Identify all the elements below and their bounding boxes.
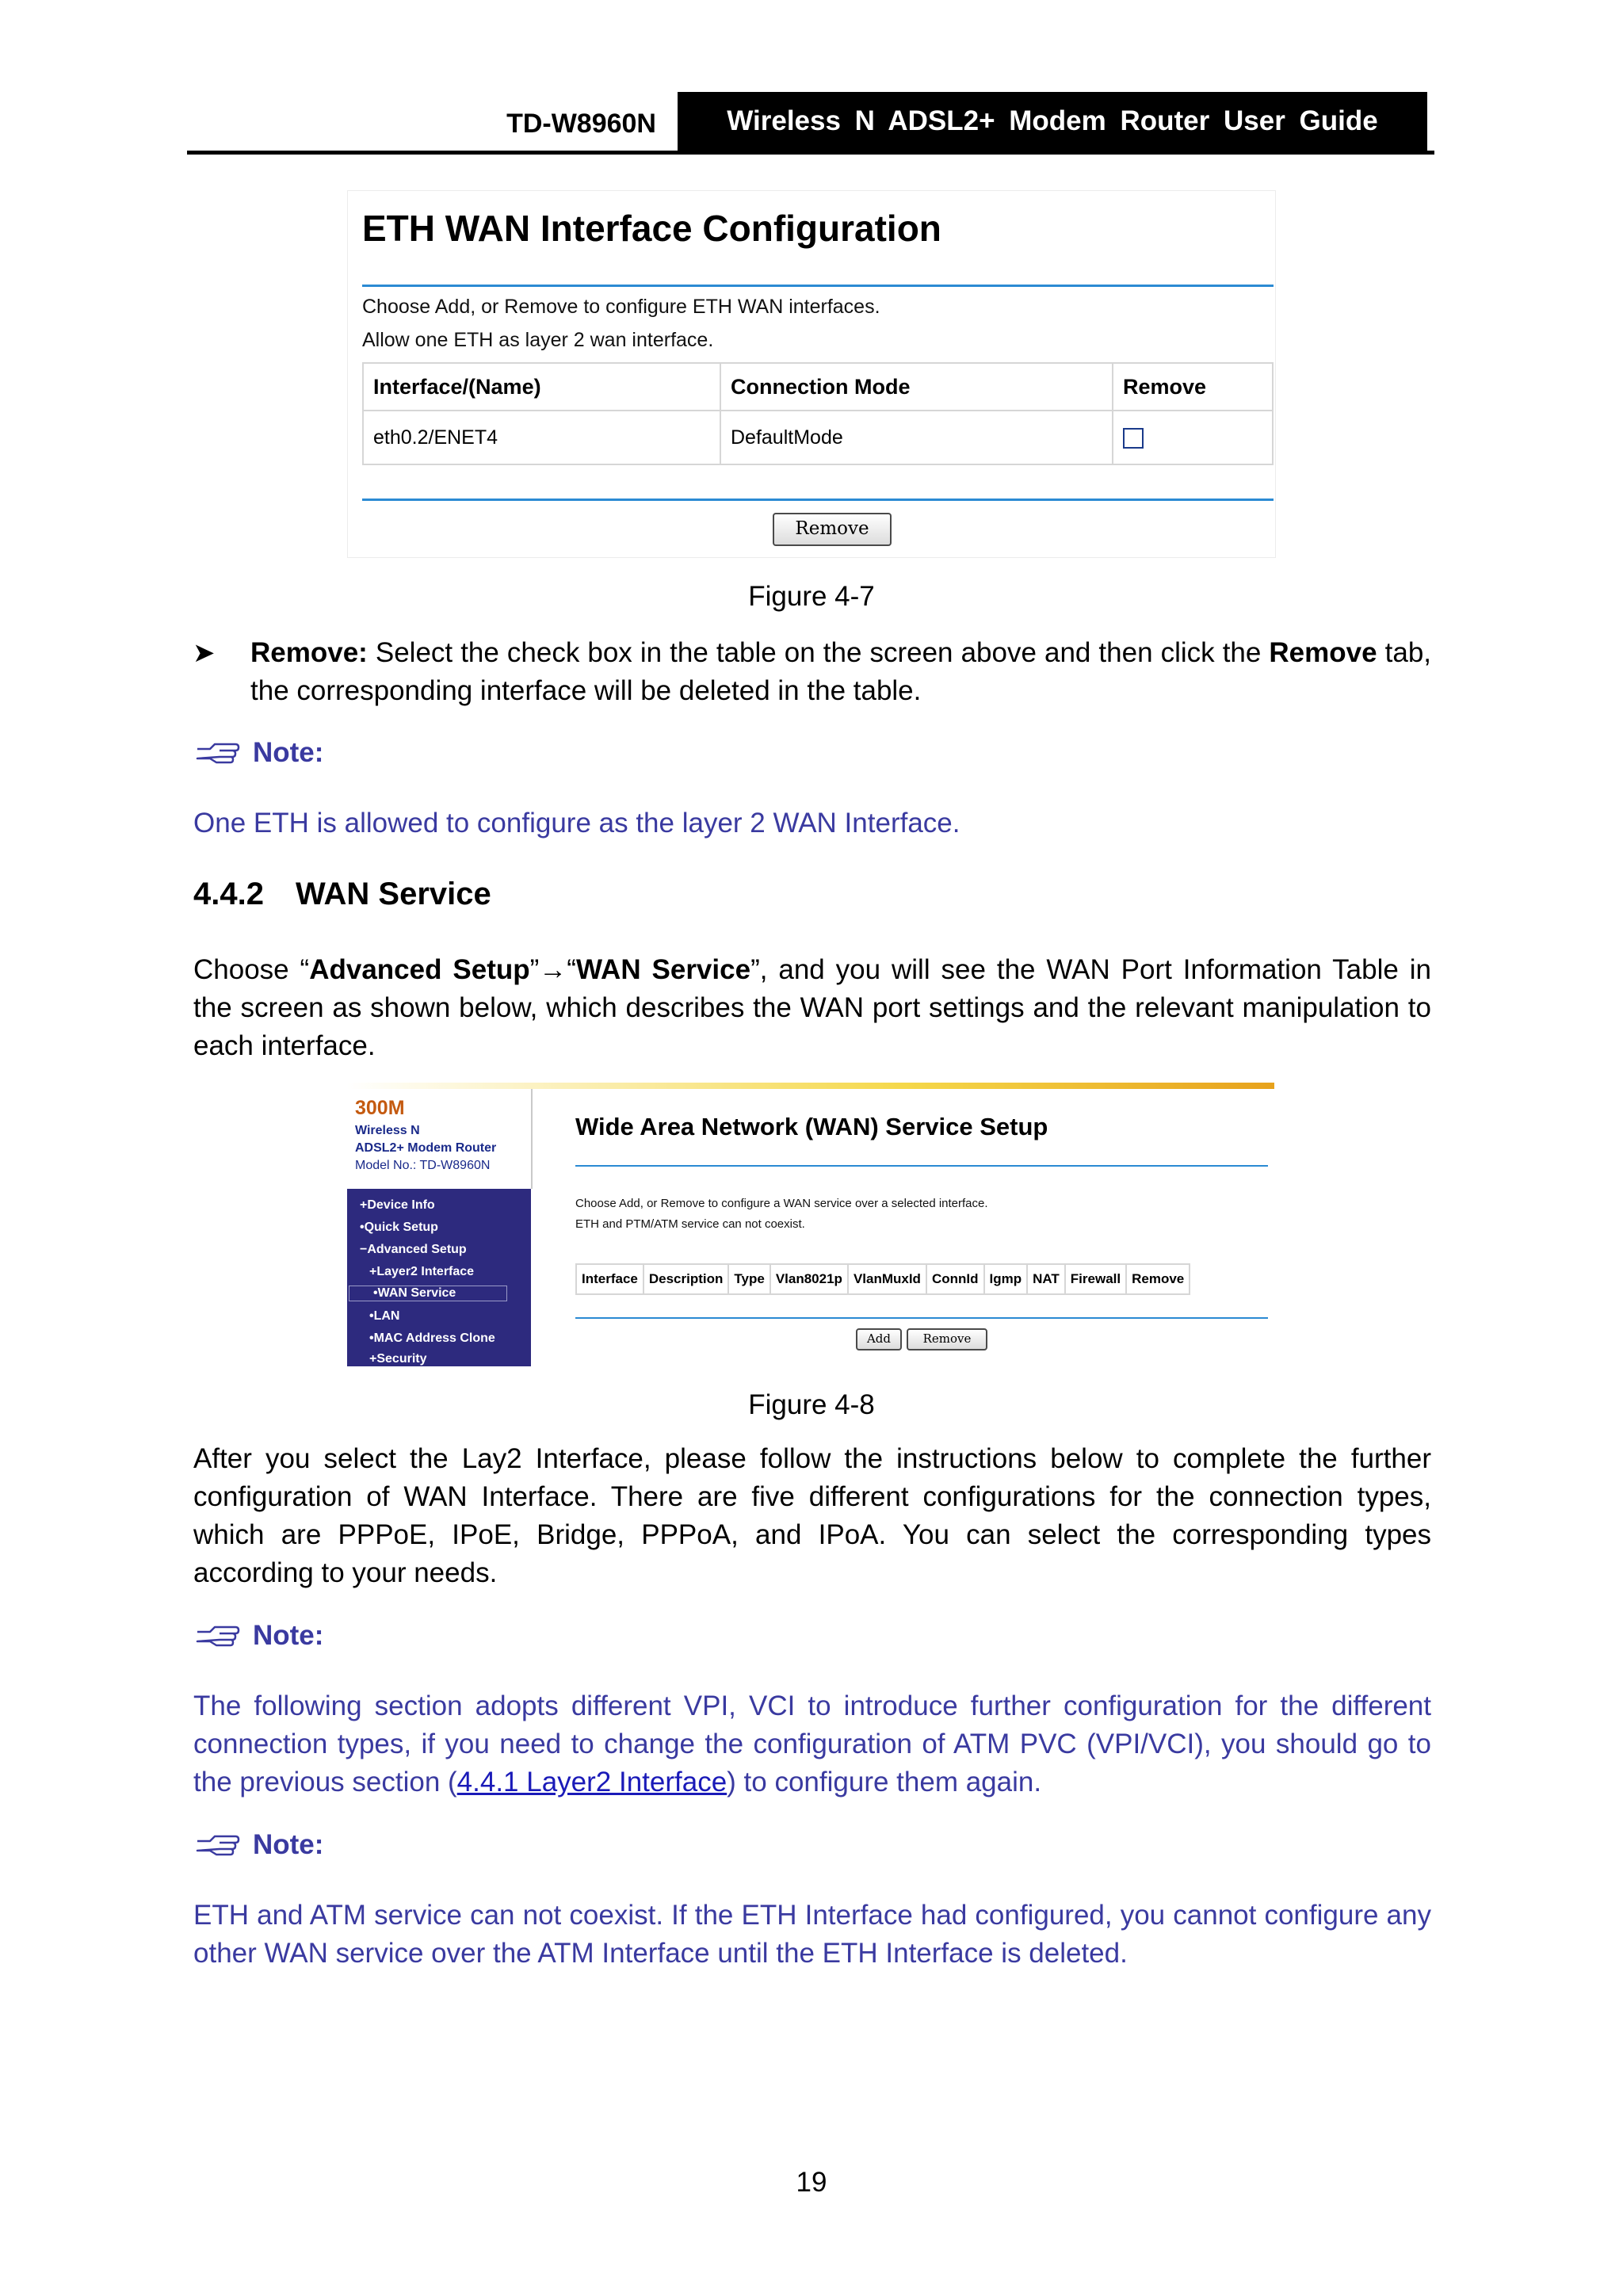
brand-adsl: ADSL2+ Modem Router: [355, 1141, 497, 1155]
brand-model: Model No.: TD-W8960N: [355, 1159, 491, 1172]
col-remove: Remove: [1113, 363, 1273, 411]
top-accent-bar: [347, 1083, 1274, 1089]
row-connection-mode: DefaultMode: [720, 411, 1113, 464]
wan-service-intro: Choose “Advanced Setup”→“WAN Service”, and you will see the WAN Port Information Table in the screen as shown below, which describes the WAN port settings and the relevant manipulation to each interface.: [193, 954, 1431, 1061]
table-header-row: [576, 1264, 1190, 1294]
table-row: [363, 411, 1273, 464]
wan-service-table: [575, 1263, 1190, 1295]
nav-lan[interactable]: •LAN: [369, 1309, 400, 1323]
wan-service-title: Wide Area Network (WAN) Service Setup: [575, 1113, 1048, 1140]
note-3-heading: Note:: [196, 1829, 323, 1861]
section-heading: 4.4.2 WAN Service: [193, 877, 491, 911]
side-navigation: [347, 1189, 531, 1366]
col-igmp: Igmp: [984, 1264, 1028, 1294]
eth-wan-title: ETH WAN Interface Configuration: [362, 208, 941, 249]
col-nat: NAT: [1027, 1264, 1065, 1294]
col-type: Type: [728, 1264, 769, 1294]
bottom-divider: [575, 1317, 1268, 1319]
col-interface: Interface/(Name): [363, 363, 720, 411]
page-number: 19: [796, 2167, 827, 2198]
layer2-interface-link[interactable]: 4.4.1 Layer2 Interface: [456, 1767, 727, 1797]
remove-label: Remove:: [250, 637, 368, 668]
col-interface: Interface: [576, 1264, 643, 1294]
pointing-hand-icon: [196, 1622, 240, 1649]
header-rule: [187, 151, 1434, 155]
remove-description: Remove: Select the check box in the table on the screen above and then click the Remove tab, the corresponding interface will be deleted in the table.: [250, 637, 1432, 706]
nav-advanced-setup[interactable]: −Advanced Setup: [360, 1243, 467, 1256]
remove-button[interactable]: Remove: [773, 513, 892, 546]
nav-mac-address-clone[interactable]: •MAC Address Clone: [369, 1331, 495, 1345]
remove-button[interactable]: Remove: [907, 1328, 987, 1350]
pointing-hand-icon: [196, 1832, 240, 1859]
bullet-arrow: ➤: [193, 638, 216, 668]
figure-4-8-caption: Figure 4-8: [748, 1389, 875, 1420]
figure-4-7-caption: Figure 4-7: [748, 581, 875, 612]
nav-wan-service[interactable]: •WAN Service: [349, 1286, 507, 1301]
col-connid: ConnId: [926, 1264, 984, 1294]
eth-wan-desc-2: Allow one ETH as layer 2 wan interface.: [362, 329, 714, 351]
eth-wan-config-screenshot: [347, 190, 1276, 558]
title-divider: [575, 1165, 1268, 1167]
col-connection-mode: Connection Mode: [720, 363, 1113, 411]
header-guide-title: Wireless N ADSL2+ Modem Router User Guide: [678, 92, 1427, 151]
note-2-heading: Note:: [196, 1620, 323, 1652]
wan-service-desc-1: Choose Add, or Remove to configure a WAN service over a selected interface.: [575, 1197, 988, 1210]
col-vlanmuxid: VlanMuxId: [848, 1264, 926, 1294]
eth-wan-table: [362, 362, 1274, 465]
brand-wireless: Wireless N: [355, 1124, 420, 1137]
note-1-heading: Note:: [196, 737, 323, 769]
wan-service-screenshot: [347, 1083, 1274, 1366]
col-remove: Remove: [1126, 1264, 1190, 1294]
nav-security[interactable]: +Security: [369, 1352, 427, 1366]
note-1-text: One ETH is allowed to configure as the layer 2 WAN Interface.: [193, 808, 960, 839]
row-interface: eth0.2/ENET4: [363, 411, 720, 464]
col-firewall: Firewall: [1065, 1264, 1126, 1294]
configuration-paragraph: After you select the Lay2 Interface, please follow the instructions below to complete the further configuration of WAN Interface. There are five different configurations for the connection types, which are PPPoE, IPoE, Bridge, PPPoA, and IPoA. You can select the corresponding types according to your needs.: [193, 1443, 1431, 1588]
pointing-hand-icon: [196, 739, 240, 766]
row-remove-cell: [1113, 411, 1273, 464]
wan-service-desc-2: ETH and PTM/ATM service can not coexist.: [575, 1217, 805, 1231]
nav-quick-setup[interactable]: •Quick Setup: [360, 1221, 438, 1234]
eth-wan-desc-1: Choose Add, or Remove to configure ETH WAN interfaces.: [362, 296, 880, 318]
table-header-row: [363, 363, 1273, 411]
col-vlan8021p: Vlan8021p: [770, 1264, 848, 1294]
bottom-divider: [362, 499, 1274, 501]
remove-checkbox[interactable]: [1123, 428, 1144, 449]
nav-layer2-interface[interactable]: +Layer2 Interface: [369, 1265, 475, 1278]
title-divider: [362, 285, 1274, 287]
nav-device-info[interactable]: +Device Info: [360, 1198, 435, 1212]
note-2-text: The following section adopts different VPI, VCI to introduce further configuration for the different connection types, if you need to change the configuration of ATM PVC (VPI/VCI), you should go to the previous section (4.4.1 Layer2 Interface) to configure them again.: [193, 1690, 1431, 1797]
note-3-text: ETH and ATM service can not coexist. If the ETH Interface had configured, you cannot configure any other WAN service over the ATM Interface until the ETH Interface is deleted.: [193, 1900, 1431, 1969]
brand-300m: 300M: [355, 1097, 405, 1119]
router-brand-panel: [347, 1089, 533, 1189]
header-model: TD-W8960N: [506, 109, 656, 139]
add-button[interactable]: Add: [856, 1328, 902, 1350]
col-description: Description: [643, 1264, 729, 1294]
